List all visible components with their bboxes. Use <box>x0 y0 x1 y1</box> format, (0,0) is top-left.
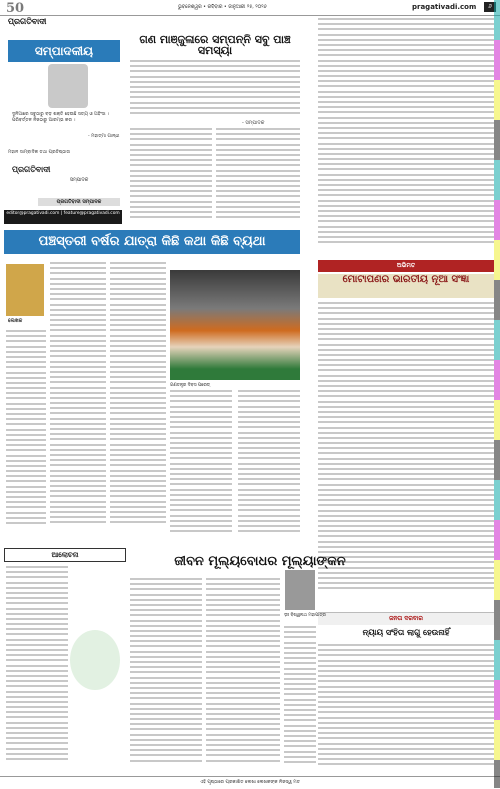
photo-caption: ଗଣତନ୍ତ୍ର ଦିବସ ପରେଡ୍ <box>170 383 210 388</box>
center-col-b <box>216 128 300 226</box>
dateline: ଭୁବନେଶ୍ୱର • ରବିବାର • ଜାନୁଆରୀ ୨୫, ୨୦୨୬ <box>178 5 267 10</box>
lead-col-2 <box>110 262 166 542</box>
lower-col-2 <box>206 578 280 772</box>
lead-photo-image <box>170 270 300 380</box>
opinion-headline: ମୋଟାପଣର ଭାରତୀୟ ନୂଆ ସଂଜ୍ଞା <box>318 274 494 298</box>
lead-col-3 <box>170 390 232 542</box>
lead-col-0 <box>6 330 46 542</box>
anniversary-logo: 50 <box>6 1 25 16</box>
author-headshot-image <box>6 264 44 316</box>
lower-headline: ଜୀବନ ମୂଲ୍ୟବୋଧର ମୂଲ୍ୟାଙ୍କନ <box>174 554 346 569</box>
lower-left-text <box>6 566 68 772</box>
section-title: ସମ୍ପାଦକୀୟ <box>8 40 120 62</box>
contact-emails[interactable]: editor@pragativadi.com | feature@pragativadi.com <box>4 210 122 224</box>
brand-name: ପ୍ରଗତିବାଦୀ <box>8 17 47 26</box>
opinion-section-label: ଅଭିମତ <box>318 260 494 272</box>
lower-section-label: ଆଲୋଚନା <box>4 548 126 562</box>
letters-section-label: ଜନତା ଦରବାର <box>318 612 494 625</box>
editor-line: ସମ୍ପାଦକ <box>69 178 89 183</box>
lower-col-3 <box>284 626 316 772</box>
center-byline: - ସମ୍ପାଦକ <box>242 120 265 126</box>
quote-text: ଦୁନିଆରେ ସବୁଠାରୁ ବଡ଼ ଶକ୍ତି ହେଉଛି ସତ୍ୟ ଓ ଅହିଂସା । ପରିବର୍ତ୍ତନ ନିଜଠାରୁ ଆରମ୍ଭ କର । <box>12 112 110 123</box>
lead-col-1 <box>50 262 106 542</box>
quote-author: - ମହାତ୍ମା ଗାନ୍ଧୀ <box>88 134 120 139</box>
right-top-text <box>318 18 494 256</box>
editor-name: ପ୍ରଗତିବାଦୀ ସମ୍ପାଦକ <box>38 198 120 206</box>
lower-author-name: ଡ଼ଃ ବିଶ୍ୱନାଥ ମହାପାତ୍ର <box>284 613 326 618</box>
page-footer: ଏହି ପୃଷ୍ଠାରେ ପ୍ରକାଶିତ ଲେଖା ଲେଖକଙ୍କ ନିଜସ୍ୱ ମତ <box>0 776 500 789</box>
page-number: ୬ <box>484 2 496 12</box>
lead-banner-headline: ପଞ୍ଚସ୍ତରୀ ବର୍ଷର ଯାତ୍ରା କିଛି କଥା କିଛି ବ୍ୟଥା <box>4 230 300 254</box>
print-registration-bar <box>494 0 500 788</box>
founder-line: ମହାନ ସାମ୍ବାଦିକ ତଥା ପ୍ରତିଷ୍ଠାତା <box>8 150 71 155</box>
founder-name: ପ୍ରଗତିବାଦୀ <box>12 165 51 174</box>
gandhi-portrait-image <box>48 64 88 108</box>
letters-headline: ନ୍ୟାୟ ସଂହିତା ଲାଗୁ ହେଉନାହିଁ <box>362 628 450 637</box>
lower-author-headshot-image <box>285 570 315 610</box>
letters-text <box>318 644 494 772</box>
center-col-a <box>130 128 212 226</box>
lotus-graphic-image <box>70 630 120 690</box>
center-text-block <box>130 60 300 118</box>
lead-author-name: ଲେଖକ <box>8 318 23 324</box>
site-url[interactable]: pragativadi.com <box>412 3 477 11</box>
lower-col-1 <box>130 578 202 772</box>
center-headline: ଗଣ ମାଞ୍ଜୁଳାରେ ସମ୍ପନ୍ନି ସବୁ ପାଞ୍ଚ ସମସ୍ୟା <box>139 33 291 57</box>
lead-col-4 <box>238 390 300 542</box>
